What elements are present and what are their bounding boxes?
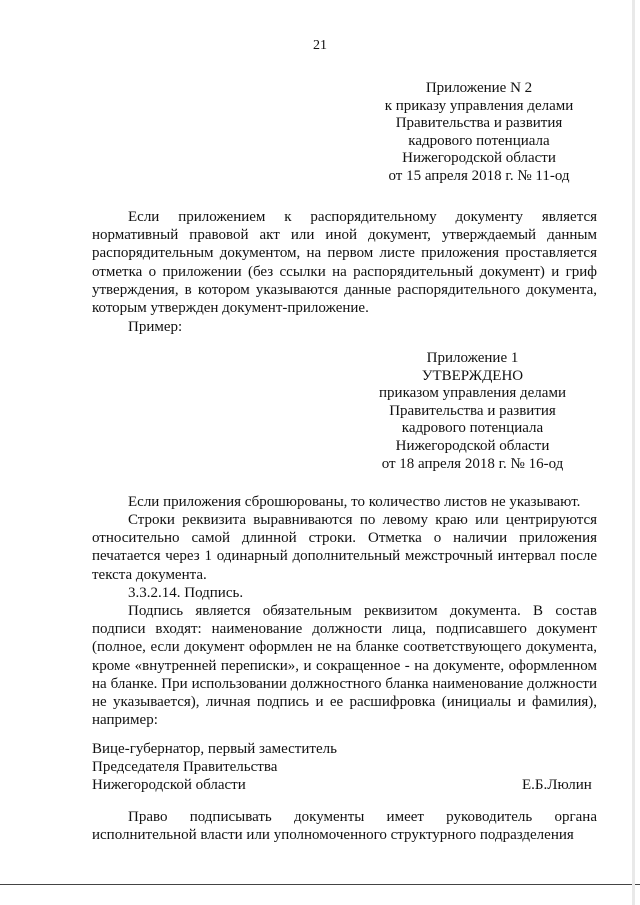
appendix-header-line: Правительства и развития: [395, 115, 563, 132]
stamp-line: Нижегородской области: [395, 437, 550, 454]
appendix-header-line: Приложение N 2: [425, 80, 533, 96]
scan-bottom-edge: [0, 884, 640, 885]
example-label: Пример:: [128, 319, 183, 335]
paragraph-signing-right: Право подписывать документы имеет руководитель органа исполнительной власти или уполномоченного структурного подразделения: [92, 809, 597, 844]
scan-right-edge: [632, 0, 635, 905]
signature-position-line: Нижегородской области: [92, 777, 246, 793]
page-number: 21: [313, 38, 327, 53]
paragraph-signature: Подпись является обязательным реквизитом документа. В состав подписи входят: наименование должности лица, подписавшего документ (полное, если документ оформлен не на бланке соответствующего документа, кроме «внутренней переписки», и сокращенное - на документе, оформленном на бланке. При использовании должностного бланка наименование должности не указывается), личная подпись и ее расшифровка (инициалы и фамилия), например:: [92, 603, 597, 729]
appendix-header: [354, 80, 604, 186]
paragraph-appendix-rule: Если приложением к распорядительному документу является нормативный правовой акт или иной документ, утверждаемый данным распорядительным документом, на первом листе приложения проставляется отметка о приложении (без ссылки на распорядительный документ) и гриф утверждения, в котором указываются данные распорядительного документа, которым утвержден документ-приложение.: [92, 209, 597, 317]
signature-position-line: Председателя Правительства: [92, 759, 278, 775]
example-approval-stamp: [350, 350, 595, 473]
stamp-line: от 18 апреля 2018 г. № 16-од: [381, 455, 564, 472]
stamp-line: Приложение 1: [426, 350, 519, 366]
appendix-header-line: от 15 апреля 2018 г. № 11-од: [388, 167, 570, 184]
stamp-line: УТВЕРЖДЕНО: [421, 367, 524, 384]
stamp-line: приказом управления делами: [379, 385, 566, 402]
appendix-header-line: Нижегородской области: [402, 150, 556, 167]
paragraph-bound-appendix: Если приложения сброшюрованы, то количество листов не указывают.: [128, 494, 581, 510]
paragraph-alignment: Строки реквизита выравниваются по левому краю или центрируются относительно самой длинной строки. Отметка о наличии приложения печатается через 1 одинарный дополнительный межстрочный интервал после текста документа.: [92, 512, 597, 583]
stamp-line: кадрового потенциала: [401, 420, 544, 437]
appendix-header-line: кадрового потенциала: [408, 132, 550, 149]
section-heading: 3.3.2.14. Подпись.: [128, 585, 244, 601]
stamp-line: Правительства и развития: [389, 402, 556, 419]
signature-name: Е.Б.Люлин: [522, 777, 592, 793]
appendix-header-line: к приказу управления делами: [384, 97, 574, 114]
signature-position-line: Вице-губернатор, первый заместитель: [92, 741, 337, 757]
